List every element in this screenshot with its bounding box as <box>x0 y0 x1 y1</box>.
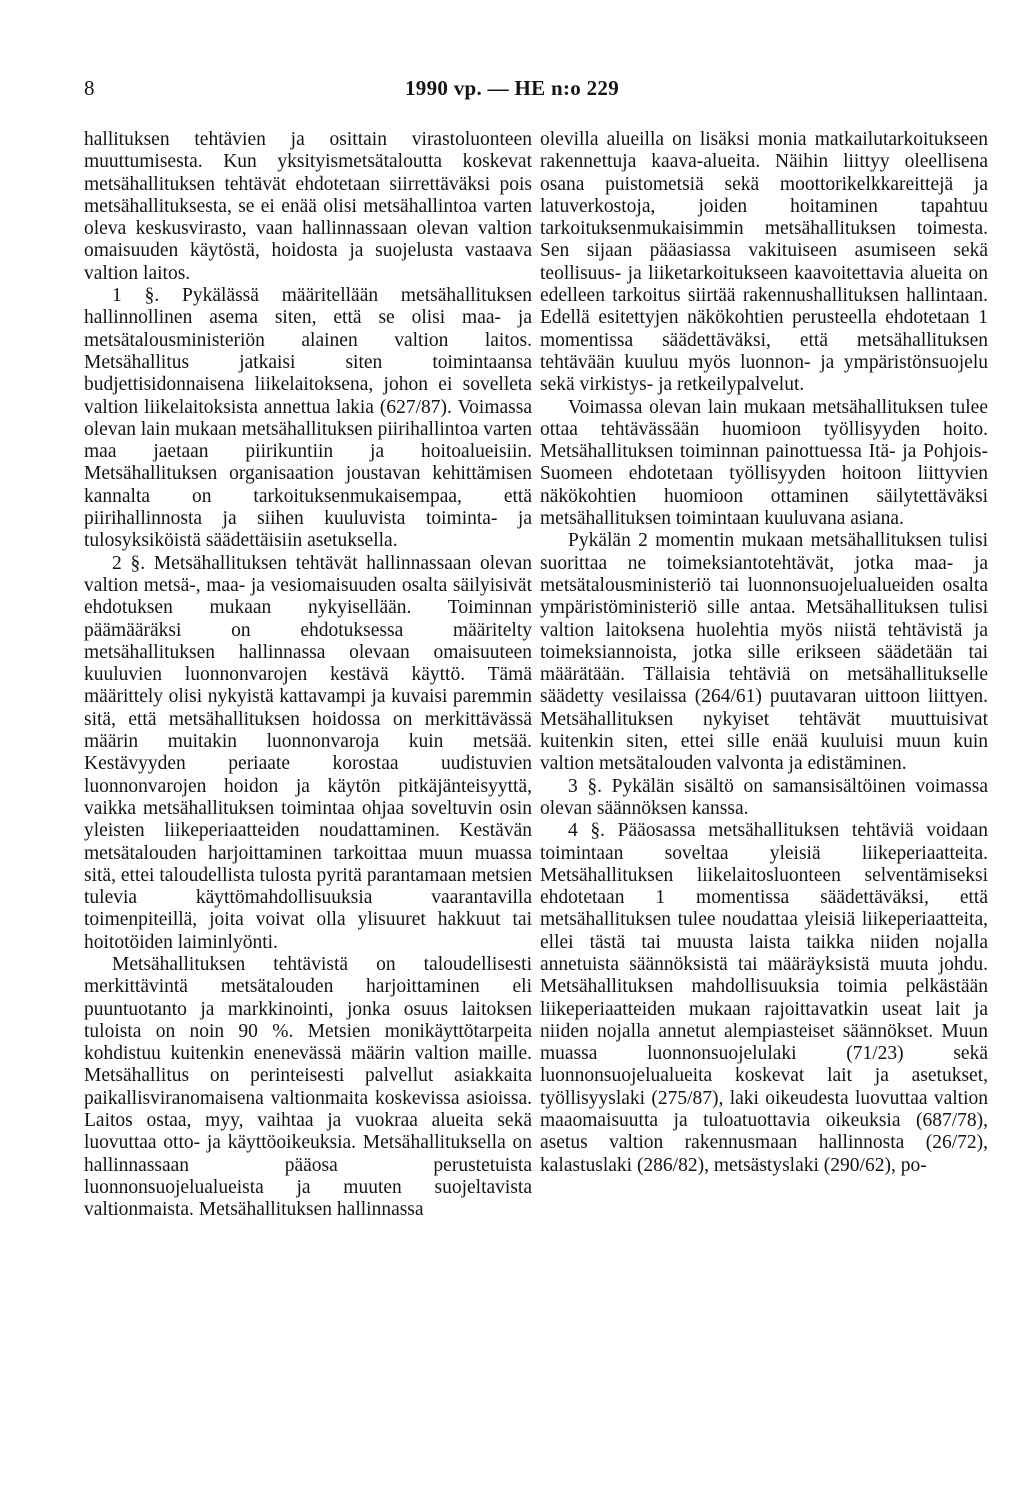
page-number: 8 <box>84 76 95 100</box>
paragraph: Voimassa olevan lain mukaan metsähallituksen tulee ottaa tehtävässään huomioon työllisyyden hoito. Metsähallituksen toiminnan painottuessa Itä- ja Pohjois-Suomeen ehdotetaan työllisyyden hoitoon liittyvien näkökohtien huomioon ottaminen säilytettäväksi metsähallituksen toimintaan kuuluvana asiana. <box>540 396 988 530</box>
paragraph: Metsähallituksen tehtävistä on taloudellisesti merkittävintä metsätalouden harjoittaminen eli puuntuotanto ja markkinointi, jonka osuus laitoksen tuloista on noin 90 %. Metsien monikäyttötarpeita kohdistuu kuitenkin enenevässä määrin valtion maille. Metsähallitus on perinteisesti palvellut asiakkaita paikallisviranomaisena valtionmaita koskevissa asioissa. Laitos ostaa, myy, vaihtaa ja vuokraa alueita sekä luovuttaa otto- ja käyttöoikeuksia. Metsähallituksella on hallinnassaan pääosa perustetuista luonnonsuojelualueista ja muuten suojeltavista valtionmaista. Metsähallituksen hallinnassa <box>84 953 532 1221</box>
paragraph-section-3: 3 §. Pykälän sisältö on samansisältöinen voimassa olevan säännöksen kanssa. <box>540 775 988 819</box>
running-title: 1990 vp. — HE n:o 229 <box>405 76 619 100</box>
paragraph: Pykälän 2 momentin mukaan metsähallituksen tulisi suorittaa ne toimeksiantotehtävät, jotka maa- ja metsätalousministeriö tai luonnonsuojelualueiden osalta ympäristöministeriö sille antaa. Metsähallituksen tulisi valtion laitoksena huolehtia myös niistä tehtävistä ja toimeksiannoista, jotka sille erikseen säädetään tai määrätään. Tällaisia tehtäviä on metsähallitukselle säädetty vesilaissa (264/61) puutavaran uittoon liittyen. Metsähallituksen nykyiset tehtävät muuttuisivat kuitenkin siten, ettei sille enää kuuluisi muun kuin valtion metsätalouden valvonta ja edistäminen. <box>540 530 988 775</box>
paragraph-section-1: 1 §. Pykälässä määritellään metsähallituksen hallinnollinen asema siten, että se olisi maa- ja metsätalousministeriön alainen valtion laitos. Metsähallitus jatkaisi siten toimintaansa budjettisidonnaisena liikelaitoksena, johon ei sovelleta valtion liikelaitoksista annettua lakia (627/87). Voimassa olevan lain mukaan metsähallituksen piirihallintoa varten maa jaetaan piirikuntiin ja hoitoalueisiin. Metsähallituksen organisaation joustavan kehittämisen kannalta on tarkoituksenmukaisempaa, että piirihallinnosta ja siihen kuuluvista toiminta- ja tulosyksiköistä säädettäisiin asetuksella. <box>84 285 532 552</box>
paragraph: olevilla alueilla on lisäksi monia matkailutarkoitukseen rakennettuja kaava-alueita. Näihin liittyy oleellisena osana puistometsiä sekä moottorikelkkareittejä ja latuverkostoja, joiden hoitaminen tapahtuu tarkoituksenmukaisimmin metsähallituksen toimesta. Sen sijaan pääasiassa vakituiseen asumiseen sekä teollisuus- ja liiketarkoitukseen kaavoitettavia alueita on edelleen tarkoitus siirtää rakennushallituksen hallintaan. Edellä esitettyjen näkökohtien perusteella ehdotetaan 1 momentissa säädettäväksi, että metsähallituksen tehtävään kuuluu myös luonnon- ja ympäristönsuojelu sekä virkistys- ja retkeilypalvelut. <box>540 129 988 396</box>
paragraph-section-4: 4 §. Pääosassa metsähallituksen tehtäviä voidaan toimintaan soveltaa yleisiä liikeperiaatteita. Metsähallituksen liikelaitosluonteen selventämiseksi ehdotetaan 1 momentissa säädettäväksi, että metsähallituksen tulee noudattaa yleisiä liikeperiaatteita, ellei tästä tai muusta laista taikka niiden nojalla annetuista säännöksistä tai määräyksistä muuta johdu. Metsähallituksen mahdollisuuksia toimia pelkästään liikeperiaatteiden mukaan rajoittavatkin useat lait ja niiden nojalla annetut alempiasteiset säännökset. Muun muassa luonnonsuojelulaki (71/23) sekä luonnonsuojelualueita koskevat lait ja asetukset, työllisyyslaki (275/87), laki oikeudesta luovuttaa valtion maaomaisuutta ja tuloatuottavia oikeuksia (687/78), asetus valtion rakennusmaan hallinnosta (26/72), kalastuslaki (286/82), metsästyslaki (290/62), po- <box>540 820 988 1176</box>
left-column <box>84 129 532 1222</box>
page-header <box>0 76 1024 106</box>
paragraph-section-2: 2 §. Metsähallituksen tehtävät hallinnassaan olevan valtion metsä-, maa- ja vesiomaisuuden osalta säilyisivät ehdotuksen mukaan nykyisellään. Toiminnan päämääräksi on ehdotuksessa määritelty metsähallituksen hallinnassa olevaan omaisuuteen kuuluvien luonnonvarojen kestävä käyttö. Tämä määrittely olisi nykyistä kattavampi ja kuvaisi paremmin sitä, että metsähallituksen hoidossa on merkittävässä määrin muitakin luonnonvaroja kuin metsää. Kestävyyden periaate korostaa uudistuvien luonnonvarojen hoidon ja käytön pitkäjänteisyyttä, vaikka metsähallituksen toimintaa ohjaa soveltuvin osin yleisten liikeperiaatteiden noudattaminen. Kestävän metsätalouden harjoittaminen tarkoittaa muun muassa sitä, ettei taloudellista tulosta pyritä parantamaan metsien tulevia käyttömahdollisuuksia vaarantavilla toimenpiteillä, joita voivat olla ylisuuret hakkuut tai hoitotöiden laiminlyönti. <box>84 552 532 953</box>
paragraph: hallituksen tehtävien ja osittain virastoluonteen muuttumisesta. Kun yksityismetsätaloutta koskevat metsähallituksen tehtävät ehdotetaan siirrettäväksi pois metsähallituksesta, se ei enää olisi metsähallintoa varten oleva keskusvirasto, vaan hallinnassaan olevan valtion omaisuuden käytöstä, hoidosta ja suojelusta vastaava valtion laitos. <box>84 129 532 284</box>
right-column <box>540 129 988 1177</box>
